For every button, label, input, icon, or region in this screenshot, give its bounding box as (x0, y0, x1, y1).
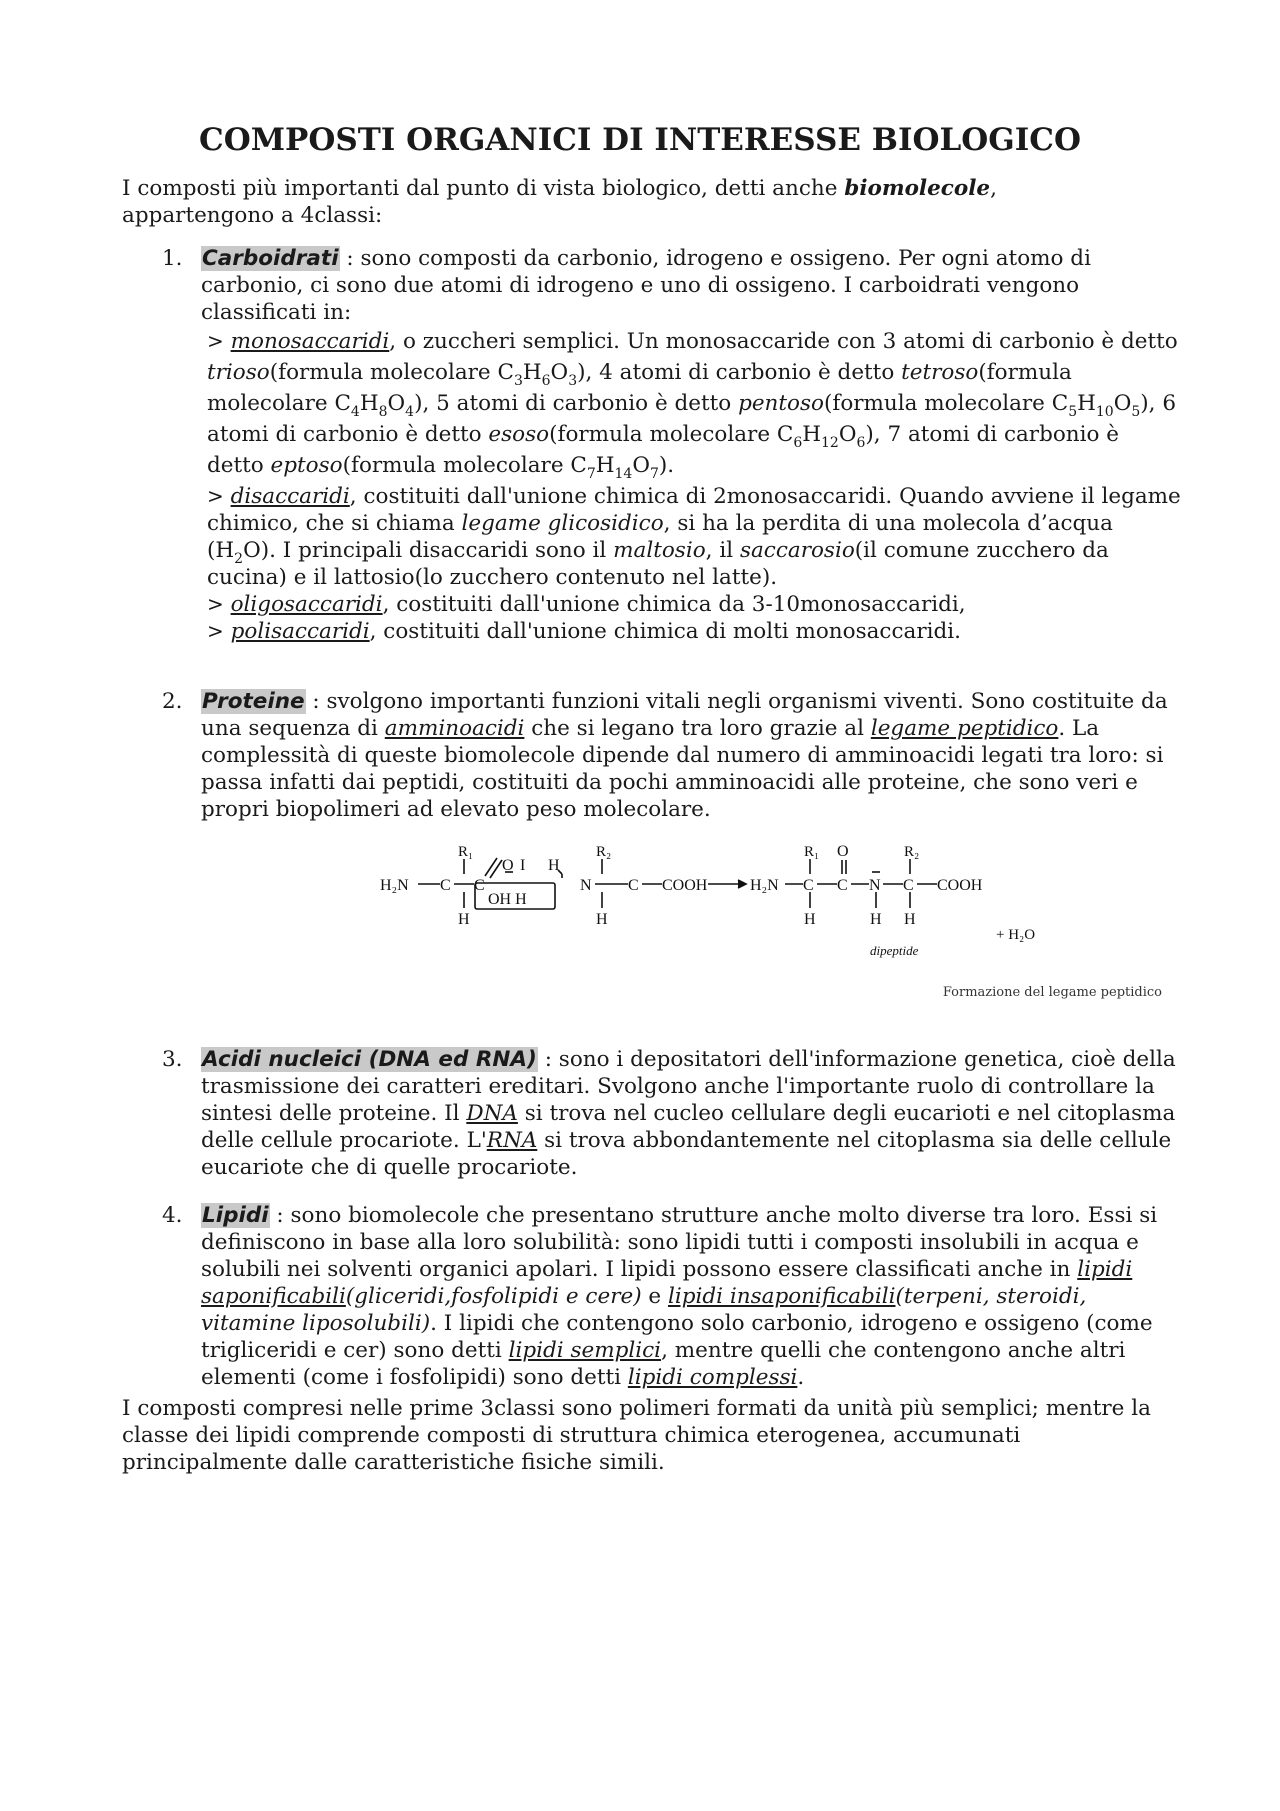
text: (il comune zucchero da cucina) e il lattosio(lo zucchero contenuto nel latte). (207, 538, 1109, 590)
text: . (797, 1365, 805, 1390)
atom: O (550, 360, 569, 385)
text: : sono i depositatori dell'informazione genetica, cioè della trasmissione dei caratteri ereditari. Svolgono anche l'importante ruolo di controllare la sintesi delle proteine. Il (201, 1047, 1176, 1126)
text: si trova abbondantemente nel citoplasma sia delle cellule eucariote che di quelle procariote. (201, 1128, 1172, 1180)
subscript: 10 (1095, 404, 1114, 420)
lipidi-saponificabili-term: lipidi saponificabili (201, 1257, 1133, 1309)
cooh-label-right: COOH (937, 877, 983, 894)
text: , costituiti dall'unione chimica da 3-10monosaccaridi, (382, 592, 966, 617)
saccarosio-term: saccarosio (739, 538, 855, 563)
arrow-marker: > (207, 592, 224, 616)
o-label-right: O (837, 843, 849, 860)
subscript: 5 (1131, 404, 1141, 420)
water-label: + H₂O (996, 927, 1036, 943)
text: che si legano tra loro grazie al (524, 716, 871, 741)
monosaccaridi-term: monosaccaridi (230, 329, 390, 354)
h-label-top: H (548, 857, 560, 874)
text: e (641, 1284, 668, 1309)
sublist-polisaccaridi (207, 618, 1181, 645)
atom: H (522, 360, 542, 385)
item-body (201, 1046, 1181, 1181)
r2-label-right: R₂ (904, 844, 920, 860)
text: , si ha la perdita di una molecola d’acqua (H (207, 511, 1113, 563)
text: (formula molecolare (823, 391, 1052, 416)
text: ). (658, 453, 675, 478)
text: , costituiti dall'unione chimica di 2monosaccaridi. Quando avviene il legame chimico, che si chiama (207, 484, 1181, 536)
text: : svolgono importanti funzioni vitali negli organismi viventi. Sono costituite da una sequenza di (201, 689, 1168, 741)
item-number: 4. (162, 1203, 183, 1228)
text: : sono biomolecole che presentano strutture anche molto diverse tra loro. Essi si definiscono in base alla loro solubilità: sono lipidi tutti i composti insolubili in acqua e solubili nei solventi organici apolari. I lipidi possono essere classificati anche in (201, 1203, 1158, 1282)
saponificabili-examples: (gliceridi,fosfolipidi e cere) (345, 1284, 642, 1309)
dipeptide-label: dipeptide (870, 943, 919, 958)
sublist-disaccaridi (207, 483, 1181, 591)
disaccaridi-term: disaccaridi (230, 484, 350, 509)
ohh-label: OH H (488, 891, 527, 908)
page-title: COMPOSTI ORGANICI DI INTERESSE BIOLOGICO (199, 122, 1081, 158)
formula-tetroso (334, 391, 415, 420)
maltosio-term: maltosio (613, 538, 706, 563)
intro-paragraph (122, 175, 1172, 229)
text: . La complessità di queste biomolecole dipende dal numero di amminoacidi legati tra loro: si passa infatti dai peptidi, costituiti da pochi amminoacidi alle proteine, che sono veri e propri biopolimeri ad elevato peso molecolare. (201, 716, 1164, 822)
text: , costituiti dall'unione chimica di molti monosaccaridi. (369, 619, 961, 644)
dna-term: DNA (466, 1101, 518, 1126)
item-body (201, 245, 1181, 645)
n-label-left: N (580, 877, 592, 894)
c-label-left-1: C (440, 877, 451, 894)
r1-label-left: R₁ (458, 844, 474, 860)
figure-caption: Formazione del legame peptidico (942, 985, 1162, 1000)
sublist-monosaccaridi (207, 326, 1181, 481)
acidi-nucleici-paragraph (201, 1046, 1181, 1181)
proteine-heading: Proteine (202, 689, 305, 714)
text: ), 7 atomi di carbonio è detto (207, 422, 1120, 478)
subscript: 14 (614, 466, 633, 482)
esoso-term: esoso (488, 422, 550, 447)
legame-peptidico-term: legame peptidico (870, 716, 1059, 741)
arrow-marker: > (207, 484, 224, 508)
c-label-right-2: C (837, 877, 848, 894)
h-label-right-1: H (804, 911, 816, 928)
formula-trioso (497, 360, 578, 389)
text: ), 6 atomi di carbonio è detto (207, 391, 1177, 447)
lipidi-complessi-term: lipidi complessi (627, 1365, 798, 1390)
item-body (201, 688, 1181, 823)
atom: H (359, 391, 379, 416)
text: , il (705, 538, 740, 563)
item-number: 2. (162, 689, 183, 714)
subscript: 7 (649, 466, 659, 482)
c-label-left-3: C (628, 877, 639, 894)
text: O). I principali disaccaridi sono il (243, 538, 614, 563)
subscript: 7 (586, 466, 596, 482)
subscript: 12 (821, 435, 839, 451)
subscript: 6 (541, 373, 551, 389)
subscript: 4 (405, 404, 415, 420)
subscript: 6 (793, 435, 803, 451)
formula-pentoso (1051, 391, 1141, 420)
text: (formula molecolare (342, 453, 571, 478)
formula-eptoso (570, 453, 659, 482)
cooh-label-left: COOH (662, 877, 708, 894)
atom: C (334, 391, 351, 416)
h2n-label-left: H₂N (380, 877, 409, 894)
oligosaccaridi-term: oligosaccaridi (230, 592, 383, 617)
atom: H (802, 422, 822, 447)
r1-label-right: R₁ (804, 844, 820, 860)
atom: H (1077, 391, 1096, 416)
text: ), 5 atomi di carbonio è detto (414, 391, 739, 416)
o-label-left: O (502, 857, 514, 874)
h-label-right-3: H (904, 911, 916, 928)
n-label-right: N (869, 877, 881, 894)
amminoacidi-term: amminoacidi (384, 716, 525, 741)
subscript: 5 (1068, 404, 1078, 420)
r2-label-left: R₂ (596, 844, 612, 860)
bar-label: I (520, 857, 526, 874)
atom: C (497, 360, 514, 385)
text: (formula molecolare (269, 360, 498, 385)
tetroso-term: tetroso (901, 360, 979, 385)
eptoso-term: eptoso (270, 453, 343, 478)
item-number: 1. (162, 246, 183, 271)
text: (formula molecolare (207, 360, 1072, 416)
atom: C (776, 422, 794, 447)
arrow-marker: > (207, 619, 224, 643)
text: . I lipidi che contengono solo carbonio, idrogeno e ossigeno (come trigliceridi e cer) sono detti (201, 1311, 1153, 1363)
subscript: 3 (513, 373, 523, 389)
text: , mentre quelli che contengono anche altri elementi (come i fosfolipidi) sono detti (201, 1338, 1126, 1390)
formula-esoso (776, 422, 866, 451)
text: si trova nel cucleo cellulare degli eucarioti e nel citoplasma delle cellule procariote. L' (201, 1101, 1176, 1153)
trioso-term: trioso (207, 360, 270, 385)
atom: O (1113, 391, 1132, 416)
text: ), 4 atomi di carbonio è detto (577, 360, 902, 385)
h-label-left-2: H (596, 911, 608, 928)
subscript: 6 (856, 435, 866, 451)
lipidi-heading: Lipidi (202, 1203, 269, 1228)
c-label-left-2: C (474, 877, 485, 894)
pentoso-term: pentoso (738, 391, 824, 416)
intro-comma: , (990, 176, 997, 201)
item-body (201, 1202, 1181, 1391)
polisaccaridi-term: polisaccaridi (230, 619, 370, 644)
carboidrati-intro (201, 245, 1181, 326)
peptide-bond-diagram (340, 836, 1060, 971)
atom: O (632, 453, 650, 478)
item-number: 3. (162, 1047, 183, 1072)
subscript: 8 (378, 404, 388, 420)
atom: C (570, 453, 587, 478)
carboidrati-heading: Carboidrati (202, 246, 339, 271)
text: (formula molecolare (549, 422, 777, 447)
subscript: 3 (568, 373, 578, 389)
lipidi-semplici-term: lipidi semplici (508, 1338, 662, 1363)
rna-term: RNA (486, 1128, 538, 1153)
biomolecole-keyword: biomolecole (844, 176, 991, 201)
lipidi-insaponificabili-term: lipidi insaponificabili (668, 1284, 896, 1309)
h2n-label-right: H₂N (750, 877, 779, 894)
subscript: 4 (350, 404, 360, 420)
atom: O (387, 391, 406, 416)
lipidi-paragraph (201, 1202, 1181, 1391)
proteine-paragraph (201, 688, 1181, 823)
carboidrati-text: : sono composti da carbonio, idrogeno e ossigeno. Per ogni atomo di carbonio, ci sono due atomi di idrogeno e uno di ossigeno. I carboidrati vengono classificati in: (201, 246, 1091, 325)
sublist-oligosaccaridi (207, 591, 1181, 618)
arrow-marker: > (207, 329, 224, 353)
intro-text: I composti più importanti dal punto di vista biologico, detti anche (122, 176, 845, 201)
subscript: 2 (234, 551, 244, 567)
acidi-nucleici-heading: Acidi nucleici (DNA ed RNA) (202, 1047, 537, 1072)
c-label-right-3: C (903, 877, 914, 894)
atom: O (838, 422, 857, 447)
legame-glicosidico-term: legame glicosidico (461, 511, 664, 536)
c-label-right-1: C (803, 877, 814, 894)
atom: C (1051, 391, 1069, 416)
text: , o zuccheri semplici. Un monosaccaride con 3 atomi di carbonio è detto (389, 329, 1178, 354)
atom: H (595, 453, 615, 478)
h-label-left: H (458, 911, 470, 928)
h-label-right-2: H (870, 911, 882, 928)
intro-text-2: appartengono a 4classi: (122, 203, 383, 228)
closing-paragraph: I composti compresi nelle prime 3classi sono polimeri formati da unità più semplici; mentre la classe dei lipidi comprende composti di struttura chimica eterogenea, accumunati principalmente dalle caratteristiche fisiche simili. (122, 1396, 1151, 1475)
insaponificabili-examples: (terpeni, steroidi, vitamine liposolubili) (201, 1284, 1087, 1336)
